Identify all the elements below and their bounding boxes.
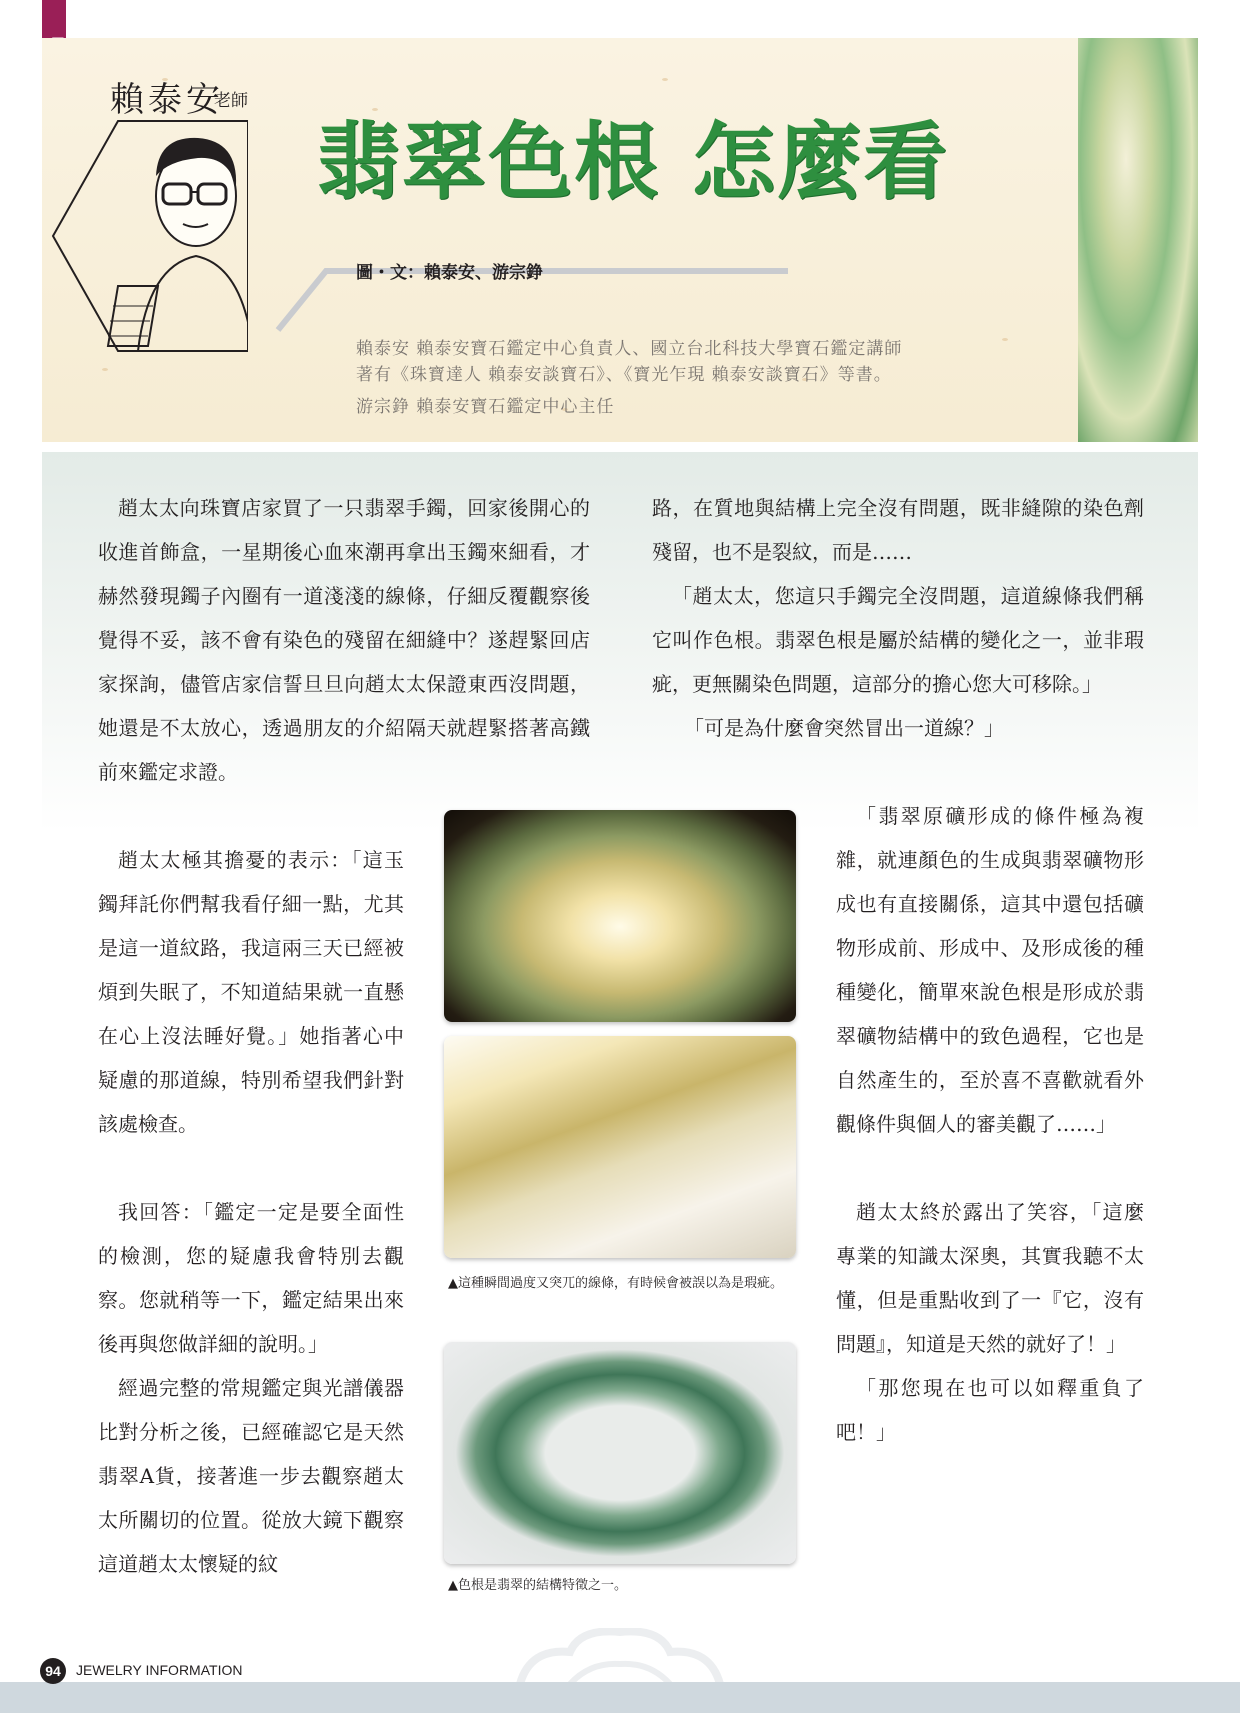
bangle-photo-closeup (444, 1036, 796, 1258)
paragraph: 我回答：「鑑定一定是要全面性的檢測，您的疑慮我會特別去觀察。您就稍等一下，鑑定結果出來後再與您做詳細的說明。」 (98, 1200, 404, 1356)
paragraph: 「那您現在也可以如釋重負了吧！」 (836, 1376, 1144, 1444)
bangle-photo-backlit (444, 810, 796, 1022)
paragraph: 「可是為什麼會突然冒出一道線？」 (684, 716, 1004, 740)
article-title: 翡翠色根 怎麼看 (316, 113, 950, 211)
bangle-photo-green (444, 1342, 796, 1564)
article-column-right-top (652, 486, 1144, 750)
paragraph: 「趙太太，您這只手鐲完全沒問題，這道線條我們稱它叫作色根。翡翠色根是屬於結構的變化之一，並非瑕疵，更無關染色問題，這部分的擔心您大可移除。」 (652, 584, 1144, 696)
photo-caption: ▲色根是翡翠的結構特徵之一。 (448, 1578, 627, 1593)
jade-carving-image (1078, 38, 1198, 442)
footer-bar (0, 1682, 1240, 1713)
author-signature: 賴泰安 (110, 80, 224, 120)
article-column-right-bottom (836, 794, 1144, 1454)
photo-caption: ▲這種瞬間過度又突兀的線條，有時候會被誤以為是瑕疵。 (448, 1276, 783, 1291)
byline: 圖・文：賴泰安、游宗錚 (356, 263, 543, 283)
paragraph: 趙太太終於露出了笑容，「這麼專業的知識太深奧，其實我聽不太懂，但是重點收到了一『它，沒有問題』，知道是天然的就好了！」 (836, 1200, 1144, 1356)
paragraph: 趙太太極其擔憂的表示：「這玉鐲拜託你們幫我看仔細一點，尤其是這一道紋路，我這兩三天已經被煩到失眠了，不知道結果就一直懸在心上沒法睡好覺。」她指著心中疑慮的那道線，特別希望我們針對該處檢查。 (98, 848, 404, 1136)
author-bio-line: 游宗錚 賴泰安寶石鑑定中心主任 (356, 397, 615, 417)
paragraph: 趙太太向珠寶店家買了一只翡翠手鐲，回家後開心的收進首飾盒，一星期後心血來潮再拿出玉鐲來細看，才赫然發現鐲子內圈有一道淺淺的線條，仔細反覆觀察後覺得不妥，該不會有染色的殘留在細縫中？遂趕緊回店家探詢，儘管店家信誓旦旦向趙太太保證東西沒問題，她還是不太放心，透過朋友的介紹隔天就趕緊搭著高鐵前來鑑定求證。 (98, 496, 590, 784)
paragraph: 路，在質地與結構上完全沒有問題，既非縫隙的染色劑殘留，也不是裂紋，而是…… (652, 496, 1144, 564)
article-column-left-bottom (98, 838, 404, 1586)
author-portrait (48, 116, 248, 356)
paragraph: 「翡翠原礦形成的條件極為複雜，就連顏色的生成與翡翠礦物形成也有直接關係，這其中還包括礦物形成前、形成中、及形成後的種種變化，簡單來說色根是形成於翡翠礦物結構中的致色過程，它也是自然產生的，至於喜不喜歡就看外觀條件與個人的審美觀了……」 (836, 804, 1144, 1136)
author-title: 老師 (214, 91, 248, 111)
paragraph: 經過完整的常規鑑定與光譜儀器比對分析之後，已經確認它是天然翡翠A貨，接著進一步去觀察趙太太所關切的位置。從放大鏡下觀察這道趙太太懷疑的紋 (98, 1376, 404, 1576)
author-bio-line: 賴泰安 賴泰安寶石鑑定中心負責人、國立台北科技大學寶石鑑定講師 (356, 339, 903, 359)
article-column-left-top (98, 486, 590, 794)
page-number: 94 (40, 1658, 66, 1684)
cloud-ornament (500, 1628, 740, 1684)
author-bio-line: 著有《珠寶達人 賴泰安談寶石》、《寶光乍現 賴泰安談寶石》等書。 (356, 365, 892, 385)
magazine-name: JEWELRY INFORMATION (76, 1662, 243, 1678)
